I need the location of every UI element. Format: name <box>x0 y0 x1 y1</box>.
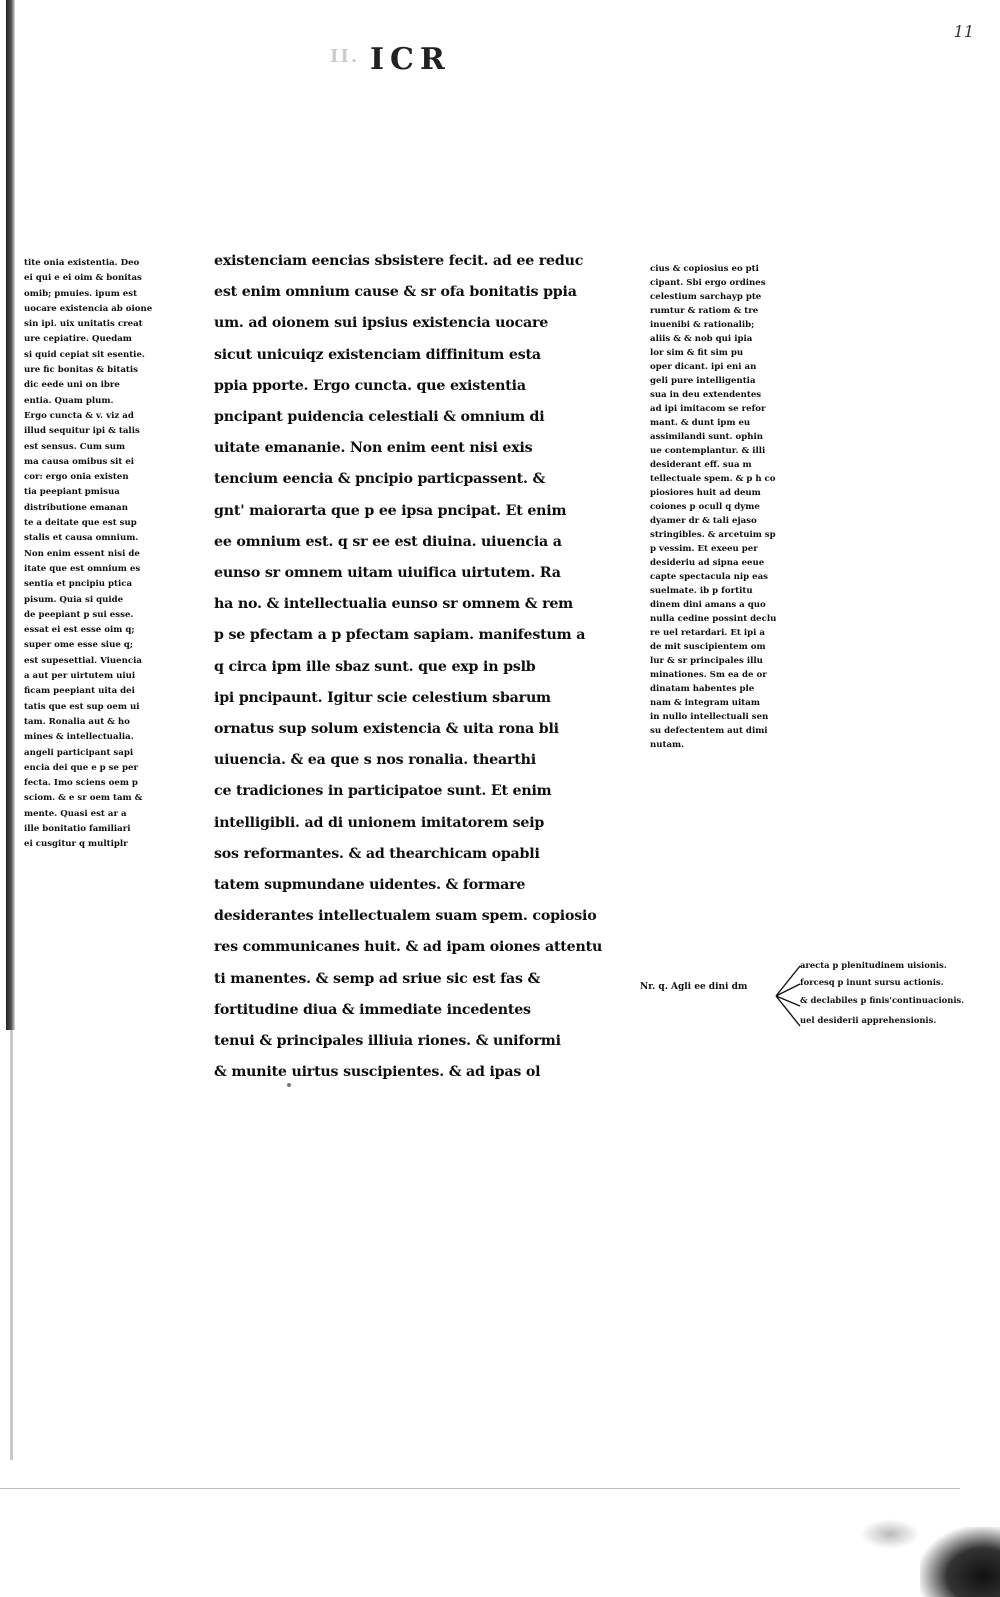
gloss-line: tatis que est sup oem ui <box>24 701 140 712</box>
gloss-line: entia. Quam plum. <box>24 395 114 406</box>
gloss-line: illud sequitur ipi & talis <box>24 426 140 437</box>
gloss-line: ad ipi imitacom se refor <box>650 404 766 414</box>
right-gloss-column <box>650 262 815 752</box>
text-line: gnt' maiorarta que p ee ipsa pncipat. Et enim <box>214 502 567 519</box>
gloss-line: cipant. Sbi ergo ordines <box>650 278 766 288</box>
gloss-line: cius & copiosius eo pti <box>650 264 759 274</box>
text-line: existenciam eencias sbsistere fecit. ad ee reduc <box>214 253 584 269</box>
gloss-line: tite onia existentia. Deo <box>24 258 140 268</box>
gloss-line: ei qui e ei oim & bonitas <box>24 273 142 284</box>
text-line: ee omnium est. q sr ee est diuina. uiuencia a <box>214 533 562 550</box>
text-line: est enim omnium cause & sr ofa bonitatis ppia <box>214 284 577 301</box>
text-line: sos reformantes. & ad thearchicam opabli <box>214 845 540 862</box>
left-gloss-column <box>24 256 182 853</box>
text-line: intelligibli. ad di unionem imitatorem seip <box>214 814 545 831</box>
gloss-line: oper dicant. ipi eni an <box>650 362 757 372</box>
gloss-line: inuenibi & rationalib; <box>650 320 755 330</box>
text-line: fortitudine diua & immediate incedentes <box>214 1001 531 1018</box>
text-line: ce tradiciones in participatoe sunt. Et enim <box>214 783 552 800</box>
text-line: tatem supmundane uidentes. & formare <box>214 877 526 894</box>
gloss-line: de mit suscipientem om <box>650 642 766 652</box>
gloss-line: minationes. Sm ea de or <box>650 670 767 680</box>
gloss-line: p vessim. Et exeeu per <box>650 544 758 554</box>
gloss-line: omib; pmuies. ipum est <box>24 288 138 299</box>
gloss-line: dyamer dr & tali ejaso <box>650 516 757 526</box>
gloss-line: stalis et causa omnium. <box>24 533 139 544</box>
binding-edge <box>6 0 15 1030</box>
note-branch: & declabiles p finis'continuacionis. <box>800 995 965 1005</box>
text-line: uiuencia. & ea que s nos ronalia. thearthi <box>214 752 536 769</box>
gloss-line: ille bonitatio familiari <box>24 823 131 834</box>
gloss-line: Ergo cuncta & v. viz ad <box>24 410 134 421</box>
running-head-faint: II. <box>330 46 360 67</box>
text-line: uitate emananie. Non enim eent nisi exis <box>214 440 533 457</box>
text-line: ti manentes. & semp ad sriue sic est fas & <box>214 970 541 987</box>
gloss-line: sin ipi. uix unitatis creat <box>24 319 143 330</box>
gloss-line: stringibles. & arcetuim sp <box>650 530 776 540</box>
text-line: ornatus sup solum existencia & uita rona bli <box>214 721 559 738</box>
gloss-line: ei cusgitur q multiplr <box>24 839 128 850</box>
text-line: ha no. & intellectualia eunso sr omnem & rem <box>214 596 573 613</box>
gloss-line: ficam peepiant uita dei <box>24 686 135 697</box>
gloss-line: distributione emanan <box>24 502 128 513</box>
text-line: desiderantes intellectualem suam spem. copiosio <box>214 908 597 925</box>
text-line: ppia pporte. Ergo cuncta. que existentia <box>214 377 526 394</box>
gloss-line: nulla cedine possint declu <box>650 614 777 624</box>
text-line: q circa ipm ille sbaz sunt. que exp in pslb <box>214 658 536 675</box>
gloss-line: mente. Quasi est ar a <box>24 808 127 819</box>
gloss-line: piosiores huit ad deum <box>650 488 761 498</box>
gloss-line: ue contemplantur. & illi <box>650 446 766 456</box>
gloss-line: lur & sr principales illu <box>650 656 763 666</box>
gloss-line: ure cepiatire. Quedam <box>24 334 132 345</box>
gloss-line: sua in deu extendentes <box>650 390 762 400</box>
text-line: tencium eencia & pncipio particpassent. & <box>214 471 546 488</box>
gloss-line: pisum. Quia si quide <box>24 594 124 605</box>
gloss-line: mant. & dunt ipm eu <box>650 418 751 428</box>
gloss-line: desideriu ad sipna eeue <box>650 558 765 568</box>
thumb-shadow <box>920 1527 1000 1597</box>
gloss-line: dinatam habentes ple <box>650 684 755 694</box>
bottom-note <box>640 960 980 1040</box>
gloss-line: lor sim & fit sim pu <box>650 348 744 358</box>
text-line: um. ad oionem sui ipsius existencia uocare <box>214 315 549 332</box>
gloss-line: dic eede uni on ibre <box>24 380 120 391</box>
gloss-line: ma causa omibus sit ei <box>24 456 135 467</box>
page-edge-line <box>0 1488 960 1489</box>
text-line: p se pfectam a p pfectam sapiam. manifestum a <box>214 627 586 644</box>
running-head-text: ICR <box>370 42 451 77</box>
gloss-line: desiderant eff. sua m <box>650 460 752 470</box>
gloss-line: essat ei est esse oim q; <box>24 625 135 636</box>
gloss-line: in nullo intellectuali sen <box>650 712 769 722</box>
gloss-line: su defectentem aut dimi <box>650 726 768 736</box>
main-text-column <box>214 246 624 1088</box>
gloss-line: celestium sarchayp pte <box>650 292 762 302</box>
gloss-line: tellectuale spem. & p h co <box>650 474 776 484</box>
gloss-line: aliis & & nob qui ipia <box>650 334 753 344</box>
note-branch: arecta p plenitudinem uisionis. <box>800 960 947 970</box>
text-line: res communicanes huit. & ad ipam oiones attentu <box>214 939 603 956</box>
gloss-line: rumtur & ratiom & tre <box>650 306 759 316</box>
gloss-line: dinem dini amans a quo <box>650 600 766 610</box>
gloss-line: a aut per uirtutem uiui <box>24 671 136 682</box>
note-lead: Nr. q. Agli ee dini dm <box>640 982 748 992</box>
gloss-line: de peepiant p sui esse. <box>24 609 134 620</box>
gloss-line: uocare existencia ab oione <box>24 303 153 314</box>
gloss-line: sciom. & e sr oem tam & <box>24 793 143 804</box>
text-line: & munite uirtus suscipientes. & ad ipas ol <box>214 1064 541 1081</box>
gloss-line: cor: ergo onia existen <box>24 472 129 483</box>
note-branch: uel desiderii apprehensionis. <box>800 1015 937 1025</box>
gloss-line: geli pure intelligentia <box>650 376 756 386</box>
gloss-line: fecta. Imo sciens oem p <box>24 778 138 789</box>
gloss-line: encia dei que e p se per <box>24 762 138 773</box>
gloss-line: itate que est omnium es <box>24 563 141 574</box>
page-shadow <box>860 1519 920 1549</box>
running-head <box>330 42 451 77</box>
gloss-line: super ome esse siue q; <box>24 640 133 651</box>
gloss-line: sentia et pncipiu ptica <box>24 579 133 590</box>
text-line: tenui & principales illiuia riones. & uniformi <box>214 1033 561 1050</box>
gloss-line: est sensus. Cum sum <box>24 441 126 452</box>
gloss-line: Non enim essent nisi de <box>24 548 140 559</box>
ink-spot <box>287 1083 291 1087</box>
gloss-line: tam. Ronalia aut & ho <box>24 716 130 727</box>
folio-number: 11 <box>953 22 974 41</box>
note-branch: forcesq p inunt sursu actionis. <box>800 977 944 987</box>
gloss-line: capte spectacula nip eas <box>650 572 769 582</box>
gloss-line: angeli participant sapi <box>24 747 134 758</box>
gloss-line: mines & intellectualia. <box>24 732 134 743</box>
text-line: pncipant puidencia celestiali & omnium di <box>214 409 545 426</box>
gloss-line: si quid cepiat sit esentie. <box>24 349 145 360</box>
text-line: eunso sr omnem uitam uiuifica uirtutem. Ra <box>214 565 561 582</box>
gloss-line: nutam. <box>650 740 685 750</box>
gloss-line: tia peepiant pmisua <box>24 487 120 498</box>
gloss-line: ure fic bonitas & bitatis <box>24 365 138 376</box>
text-line: sicut unicuiqz existenciam diffinitum esta <box>214 346 541 363</box>
gloss-line: suelmate. ib p fortitu <box>650 586 753 596</box>
gloss-line: assimilandi sunt. ophin <box>650 432 764 442</box>
gloss-line: re uel retardari. Et ipi a <box>650 628 765 638</box>
gloss-line: est supesettial. Viuencia <box>24 655 142 666</box>
text-line: ipi pncipaunt. Igitur scie celestium sbarum <box>214 689 551 706</box>
gloss-line: nam & integram uitam <box>650 698 760 708</box>
binding-edge-shadow <box>10 1030 13 1460</box>
gloss-line: te a deitate que est sup <box>24 518 137 529</box>
gloss-line: coiones p ocull q dyme <box>650 502 760 512</box>
